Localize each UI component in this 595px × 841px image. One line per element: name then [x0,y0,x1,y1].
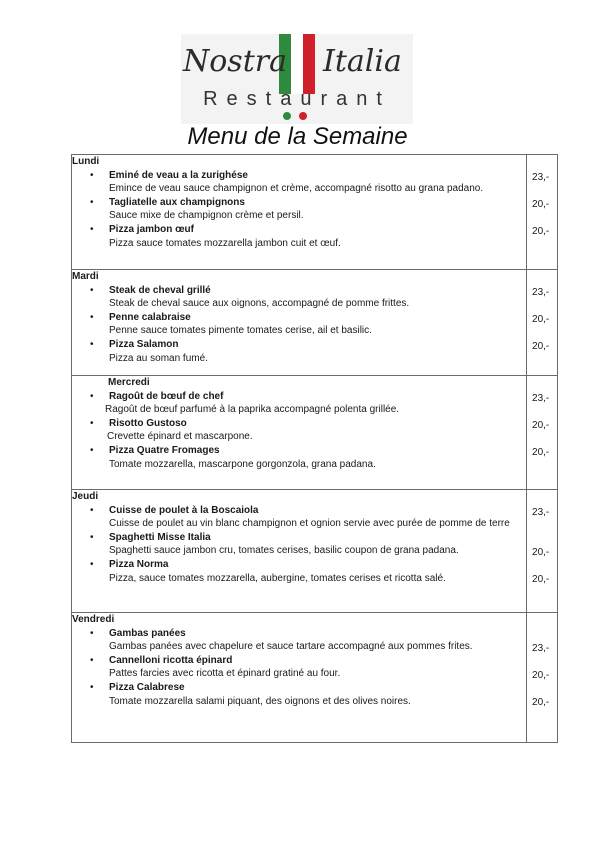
dish-item [72,531,526,545]
day-content [72,613,527,743]
dish-description: Pizza sauce tomates mozzarella jambon cuit et œuf. [109,237,341,249]
day-content [72,270,527,376]
page-title: Menu de la Semaine [187,123,408,150]
dish-description: Tomate mozzarella, mascarpone gorgonzola, grana padana. [109,458,376,470]
bullet-icon: • [90,284,94,296]
dish-item [72,681,526,695]
logo-dots [283,112,307,120]
dish-item [72,169,526,183]
day-row [72,155,558,270]
flag-red-stripe [303,34,315,94]
dish-price: 20,- [532,574,550,586]
dish-description: Steak de cheval sauce aux oignons, accompagné de pomme frittes. [109,298,410,310]
dish-description: Tomate mozzarella salami piquant, des oignons et des olives noires. [109,695,411,707]
dish-item [72,654,526,668]
dish-name: Cuisse de poulet à la Boscaiola [109,504,259,516]
dish-price: 20,- [532,420,550,432]
dish-price: 20,- [532,314,550,326]
dish-description: Pattes farcies avec ricotta et épinard gratiné au four. [109,668,341,680]
bullet-icon: • [90,444,94,456]
restaurant-logo [181,34,413,124]
dish-price: 20,- [532,447,550,459]
bullet-icon: • [90,504,94,516]
dish-item [72,390,526,404]
dish-price: 23,- [532,287,550,298]
green-dot-icon [283,112,291,120]
bullet-icon: • [90,223,94,235]
logo-name-left: Nostra [183,44,287,79]
bullet-icon: • [90,681,94,693]
bullet-icon: • [90,627,94,639]
menu-table [71,154,558,743]
dish-name: Pizza Quatre Fromages [109,444,220,456]
bullet-icon: • [90,169,94,181]
dish-item [72,223,526,237]
dish-description: Ragoût de bœuf parfumé à la paprika accompagné polenta grillée. [105,404,400,416]
bullet-icon: • [90,531,94,543]
red-dot-icon [299,112,307,120]
dish-name: Eminé de veau a la zurighése [109,169,248,181]
dish-name: Ragoût de bœuf de chef [109,390,224,402]
dish-item [72,338,526,352]
day-row [72,270,558,376]
dish-name: Cannelloni ricotta épinard [109,654,233,666]
price-column [527,376,558,490]
dish-price: 20,- [532,341,550,353]
dish-price: 20,- [532,670,550,682]
price-column [527,613,558,743]
dish-price: 23,- [532,643,550,654]
dish-item [72,417,526,431]
bullet-icon: • [90,417,94,429]
dish-name: Pizza Calabrese [109,681,185,693]
dish-price: 20,- [532,199,550,211]
dish-description: Pizza, sauce tomates mozzarella, aubergine, tomates cerises et ricotta salé. [109,572,446,584]
bullet-icon: • [90,196,94,208]
price-column [527,155,558,270]
day-content [72,376,527,490]
dish-description: Crevette épinard et mascarpone. [107,431,253,443]
dish-price: 23,- [532,172,550,183]
day-label: Lundi [72,156,100,167]
day-label: Vendredi [72,614,115,625]
bullet-icon: • [90,558,94,570]
dish-price: 20,- [532,226,550,238]
dish-description: Penne sauce tomates pimente tomates cerise, ail et basilic. [109,325,372,337]
dish-description: Spaghetti sauce jambon cru, tomates cerises, basilic coupon de grana padana. [109,545,459,557]
dish-name: Penne calabraise [109,311,191,323]
dish-item [72,504,526,518]
logo-subtitle: Restaurant [203,88,391,110]
bullet-icon: • [90,338,94,350]
dish-item [72,284,526,298]
day-row [72,376,558,490]
day-label: Jeudi [72,491,99,502]
bullet-icon: • [90,311,94,323]
dish-description: Sauce mixe de champignon crème et persil. [109,210,304,222]
day-label: Mercredi [108,377,150,388]
dish-description: Gambas panées avec chapelure et sauce tartare accompagné aux pommes frites. [109,641,473,653]
dish-price: 23,- [532,507,550,518]
dish-price: 20,- [532,697,550,709]
price-column [527,490,558,613]
day-row [72,490,558,613]
dish-description: Emince de veau sauce champignon et crème, accompagné risotto au grana padano. [109,183,484,195]
bullet-icon: • [90,390,94,402]
price-column [527,270,558,376]
dish-name: Risotto Gustoso [109,417,187,429]
dish-name: Tagliatelle aux champignons [109,196,245,208]
dish-item [72,558,526,572]
dish-price: 23,- [532,393,550,404]
day-label: Mardi [72,271,99,282]
dish-description: Pizza au soman fumé. [109,352,208,364]
dish-name: Pizza Salamon [109,338,179,350]
dish-item [72,444,526,458]
dish-item [72,196,526,210]
dish-name: Gambas panées [109,627,186,639]
dish-description: Cuisse de poulet au vin blanc champignon et ognion servie avec purée de pomme de terre [109,518,510,530]
day-content [72,155,527,270]
dish-item [72,627,526,641]
dish-item [72,311,526,325]
logo-name-right: Italia [323,44,402,79]
dish-name: Spaghetti Misse Italia [109,531,211,543]
dish-name: Pizza jambon œuf [109,223,194,235]
day-content [72,490,527,613]
dish-name: Pizza Norma [109,558,169,570]
dish-price: 20,- [532,547,550,558]
bullet-icon: • [90,654,94,666]
dish-name: Steak de cheval grillé [109,284,211,296]
flag-white-stripe [291,34,303,94]
day-row [72,613,558,743]
